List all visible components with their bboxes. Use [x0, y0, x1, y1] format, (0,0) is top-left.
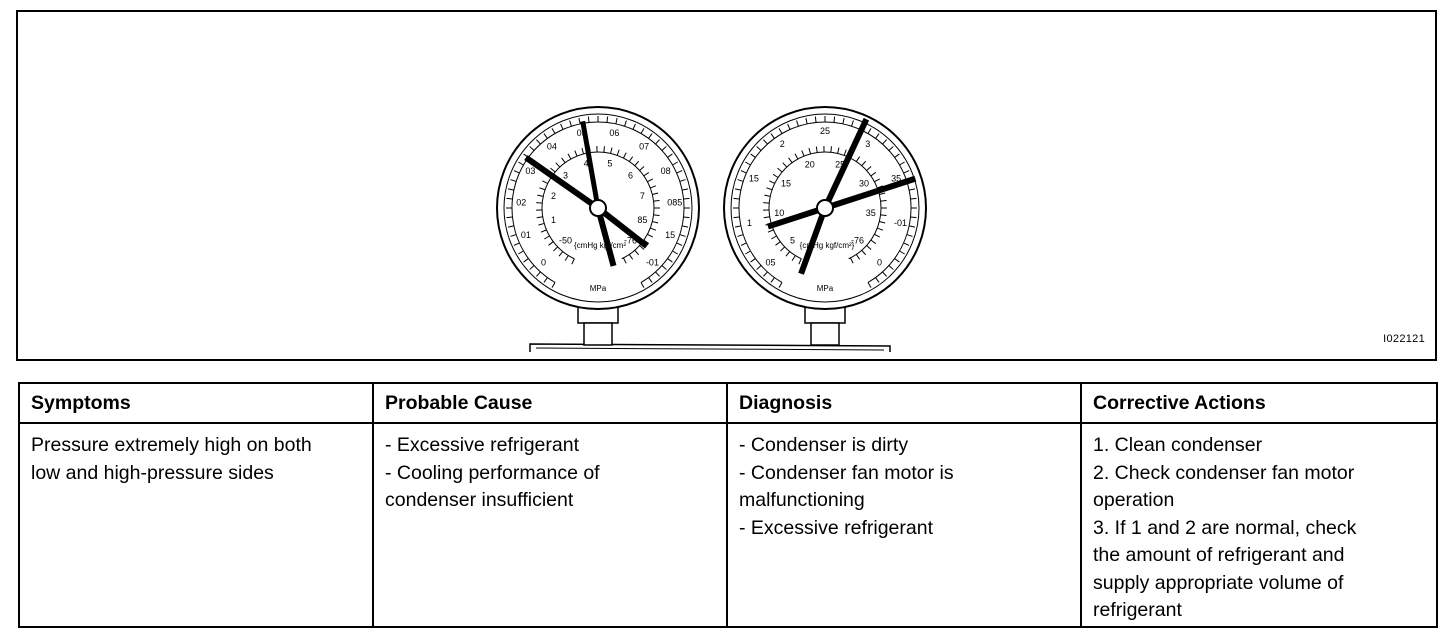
outer-scale-label: 3: [865, 138, 871, 149]
text-line: the amount of refrigerant and: [1093, 544, 1345, 566]
cell-symptoms: [19, 423, 373, 627]
inner-scale-label: 7: [639, 191, 645, 202]
tick-mark: [607, 117, 608, 123]
outer-scale-label: 0: [541, 257, 547, 268]
table-header-row: [19, 383, 1437, 423]
outer-scale-label: 35: [891, 173, 902, 184]
inner-scale-label: -76: [851, 235, 865, 246]
outer-scale-label: 04: [546, 141, 557, 152]
gauge-unit-label: {cmHg kgf/cm²}: [799, 241, 855, 250]
outer-scale-label: 2: [779, 138, 785, 149]
gauge-stem: [584, 323, 612, 345]
tick-mark: [815, 117, 816, 123]
cell-corrective-actions: [1081, 423, 1437, 627]
table-row: [19, 423, 1437, 627]
inner-scale-label: -50: [558, 235, 572, 246]
header-corrective-actions: Corrective Actions: [1081, 383, 1437, 423]
outer-scale-label: 06: [609, 127, 620, 138]
text-line: refrigerant: [1093, 599, 1182, 621]
outer-scale-label: 01: [520, 229, 531, 240]
tick-mark: [734, 217, 740, 218]
inner-scale-label: 35: [865, 208, 876, 219]
tick-mark: [507, 198, 513, 199]
tick-mark: [911, 217, 917, 218]
outer-scale-label: 1: [746, 218, 752, 229]
tick-mark: [684, 217, 690, 218]
text-line: Pressure extremely high on both: [31, 434, 312, 456]
outer-scale-label: 15: [665, 229, 676, 240]
inner-scale-label: 5: [789, 235, 795, 246]
text-line: supply appropriate volume of: [1093, 571, 1344, 594]
header-diagnosis: Diagnosis: [727, 383, 1081, 423]
manifold-pipe-edge: [536, 348, 884, 350]
inner-scale-label: 6: [628, 170, 634, 181]
outer-scale-label: 085: [667, 197, 683, 208]
header-symptoms: Symptoms: [19, 383, 373, 423]
gauge-mpa-label: MPa: [816, 284, 834, 293]
inner-scale-label: 4: [583, 158, 589, 169]
text-line: 2. Check condenser fan motor: [1093, 461, 1355, 484]
tick-mark: [911, 198, 917, 199]
manifold-gauges-illustration: [18, 12, 1437, 361]
gauge-stem: [811, 323, 839, 345]
outer-scale-label: 05: [576, 127, 587, 138]
needle-hub: [817, 200, 833, 216]
text-line: 3. If 1 and 2 are normal, check: [1093, 516, 1357, 539]
text-line: - Condenser fan motor is: [739, 461, 954, 484]
text-line: - Cooling performance of: [385, 461, 600, 484]
outer-scale-label: 03: [525, 166, 536, 177]
cell-probable-cause: [373, 423, 727, 627]
inner-scale-label: 2: [551, 191, 557, 202]
outer-scale-label: -01: [645, 257, 659, 268]
inner-scale-label: 1: [551, 214, 557, 225]
diagnosis-table: [18, 382, 1438, 628]
tick-mark: [604, 146, 605, 152]
outer-scale-label: 08: [660, 166, 671, 177]
tick-mark: [536, 203, 542, 204]
inner-scale-label: 30: [858, 178, 869, 189]
needle-hub: [590, 200, 606, 216]
outer-scale-label: 25: [819, 126, 831, 136]
cell-diagnosis: [727, 423, 1081, 627]
figure-id: I022121: [1383, 333, 1425, 345]
tick-mark: [763, 203, 769, 204]
inner-scale-label: -76: [624, 235, 638, 246]
tick-mark: [588, 117, 589, 123]
text-line: malfunctioning: [739, 489, 865, 511]
outer-scale-label: -01: [894, 218, 908, 229]
inner-scale-label: 3: [562, 170, 568, 181]
inner-scale-label: 5: [607, 158, 613, 169]
text-line: operation: [1093, 489, 1175, 511]
tick-mark: [507, 217, 513, 218]
outer-scale-label: 02: [516, 197, 527, 208]
header-probable-cause: Probable Cause: [373, 383, 727, 423]
tick-mark: [834, 117, 835, 123]
text-line: - Excessive refrigerant: [739, 516, 933, 539]
tick-mark: [684, 198, 690, 199]
text-line: - Condenser is dirty: [739, 434, 909, 456]
gauge-unit-label: {cmHg kgf/cm²: [573, 241, 627, 250]
gauge-mpa-label: MPa: [589, 284, 607, 293]
inner-scale-label: 10: [774, 208, 785, 219]
inner-scale-label: 15: [781, 178, 792, 189]
inner-scale-label: 20: [804, 159, 815, 170]
gauge-illustration-frame: [16, 10, 1437, 361]
outer-scale-label: 05: [765, 257, 776, 268]
tick-mark: [734, 198, 740, 199]
text-line: - Excessive refrigerant: [385, 434, 579, 456]
inner-scale-label: 85: [637, 214, 648, 225]
text-line: low and high-pressure sides: [31, 461, 274, 484]
tick-mark: [831, 146, 832, 152]
outer-scale-label: 07: [639, 141, 650, 152]
outer-scale-label: 15: [748, 173, 759, 184]
text-line: 1. Clean condenser: [1093, 434, 1263, 456]
outer-scale-label: 0: [876, 257, 882, 268]
text-line: condenser insufficient: [385, 489, 574, 511]
inner-scale-label: 25: [835, 159, 846, 170]
